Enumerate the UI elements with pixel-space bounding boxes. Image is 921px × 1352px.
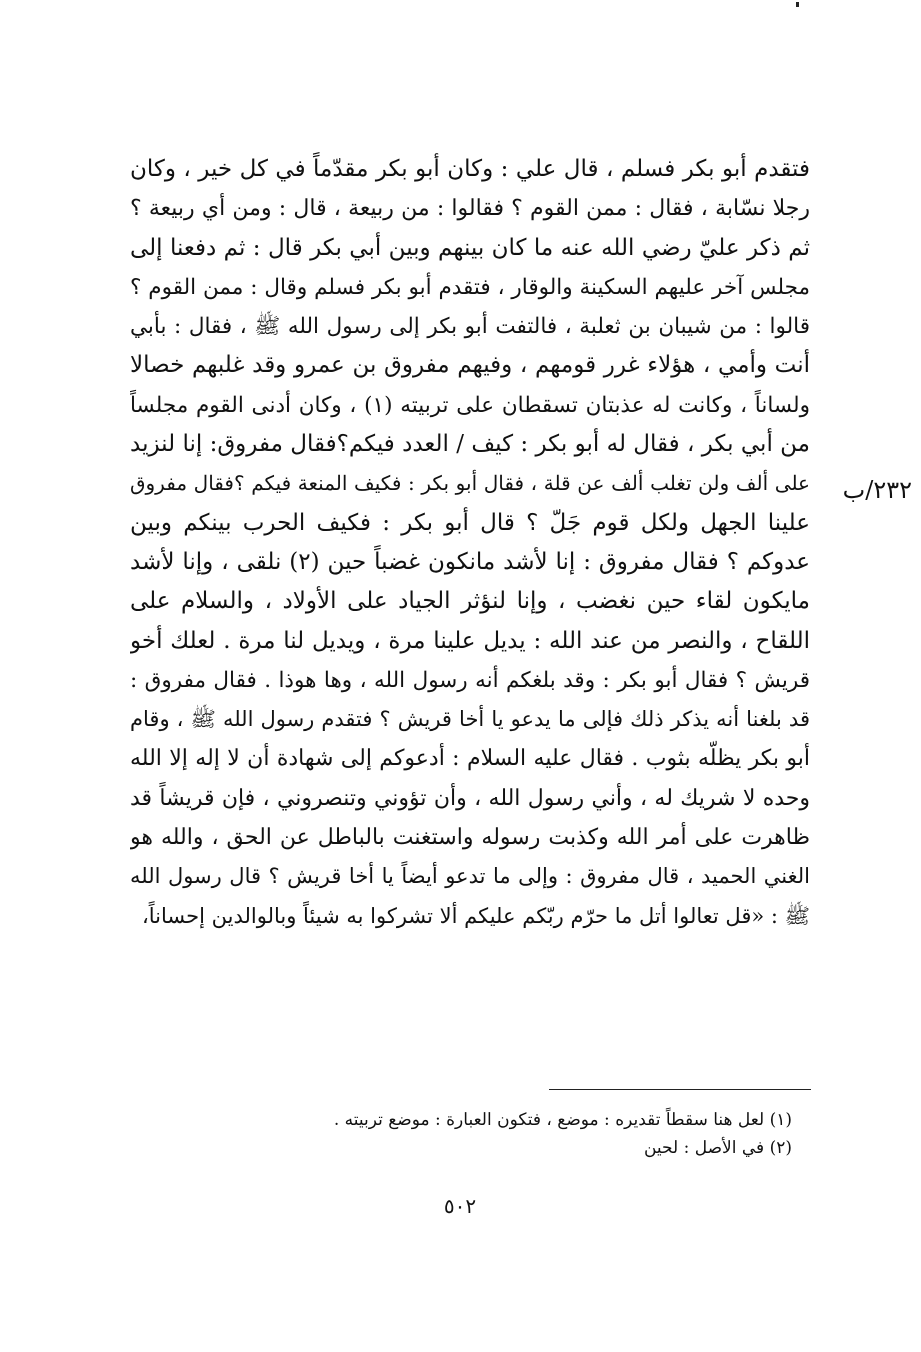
footnote: (١) لعل هنا سقطاً تقديره : موضع ، فتكون العبارة : موضع تربيته . — [333, 1110, 792, 1130]
footnote-divider — [549, 1089, 811, 1090]
text-line: ظاهرت على أمر الله وكذبت رسوله واستغنت بالباطل عن الحق ، والله هو — [130, 825, 810, 851]
text-line: قد بلغنا أنه يذكر ذلك فإلى ما يدعو يا أخا قريش ؟ فتقدم رسول الله ﷺ ، وقام — [130, 707, 810, 732]
text-line: قريش ؟ فقال أبو بكر : وقد بلغكم أنه رسول الله ، وها هوذا . فقال مفروق : — [130, 667, 810, 693]
text-line: عدوكم ؟ فقال مفروق : إنا لأشد مانكون غضباً حين (٢) نلقى ، وإنا لأشد — [130, 548, 810, 575]
text-line: قالوا : من شيبان بن ثعلبة ، فالتفت أبو بكر إلى رسول الله ﷺ ، فقال : بأبي — [130, 314, 810, 340]
margin-folio-note: ٢٣٢/ب — [842, 476, 912, 504]
text-line: رجلا نسّابة ، فقال : ممن القوم ؟ فقالوا : من ربيعة ، قال : ومن أي ربيعة ؟ — [130, 196, 810, 222]
footnotes — [300, 1106, 792, 1162]
text-line: أنت وأمي ، هؤلاء غرر قومهم ، وفيهم مفروق بن عمرو وقد غلبهم خصالا — [130, 352, 810, 379]
text-line: ﷺ : «قل تعالوا أتل ما حرّم ربّكم عليكم ألا تشركوا به شيئاً وبالوالدين إحساناً، — [141, 903, 810, 928]
text-line: أبو بكر يظلّه بثوب . فقال عليه السلام : أدعوكم إلى شهادة أن لا إله إلا الله — [130, 746, 810, 772]
text-line: مجلس آخر عليهم السكينة والوقار ، فتقدم أبو بكر فسلم وقال : ممن القوم ؟ — [130, 274, 810, 300]
main-text-block — [130, 150, 810, 936]
text-line: علينا الجهل ولكل قوم جَلّ ؟ قال أبو بكر : فكيف الحرب بينكم وبين — [130, 509, 810, 536]
footnote: (٢) في الأصل : لحين — [643, 1138, 792, 1158]
text-line: مايكون لقاء حين نغضب ، وإنا لنؤثر الجياد على الأولاد ، والسلام على — [130, 588, 810, 615]
text-line: وحده لا شريك له ، وأني رسول الله ، وأن تؤوني وتنصروني ، فإن قريشاً قد — [130, 785, 810, 811]
text-line: اللقاح ، والنصر من عند الله : يديل علينا مرة ، ويديل لنا مرة . لعلك أخو — [130, 627, 810, 654]
top-edge-mark — [796, 2, 799, 7]
text-line: ولساناً ، وكانت له عذبتان تسقطان على تربيته (١) ، وكان أدنى القوم مجلساً — [130, 392, 810, 418]
text-line: على ألف ولن تغلب ألف عن قلة ، فقال أبو بكر : فكيف المنعة فيكم ؟فقال مفروق — [130, 471, 810, 496]
text-line: فتقدم أبو بكر فسلم ، قال علي : وكان أبو بكر مقدّماً في كل خير ، وكان — [130, 156, 810, 182]
text-line: الغني الحميد ، قال مفروق : وإلى ما تدعو أيضاً يا أخا قريش ؟ قال رسول الله — [130, 864, 810, 889]
text-line: من أبي بكر ، فقال له أبو بكر : كيف / العدد فيكم؟فقال مفروق: إنا لنزيد — [130, 431, 810, 458]
page-number: ٥٠٢ — [443, 1194, 477, 1218]
text-line: ثم ذكر عليّ رضي الله عنه ما كان بينهم وبين أبي بكر قال : ثم دفعنا إلى — [130, 234, 810, 261]
